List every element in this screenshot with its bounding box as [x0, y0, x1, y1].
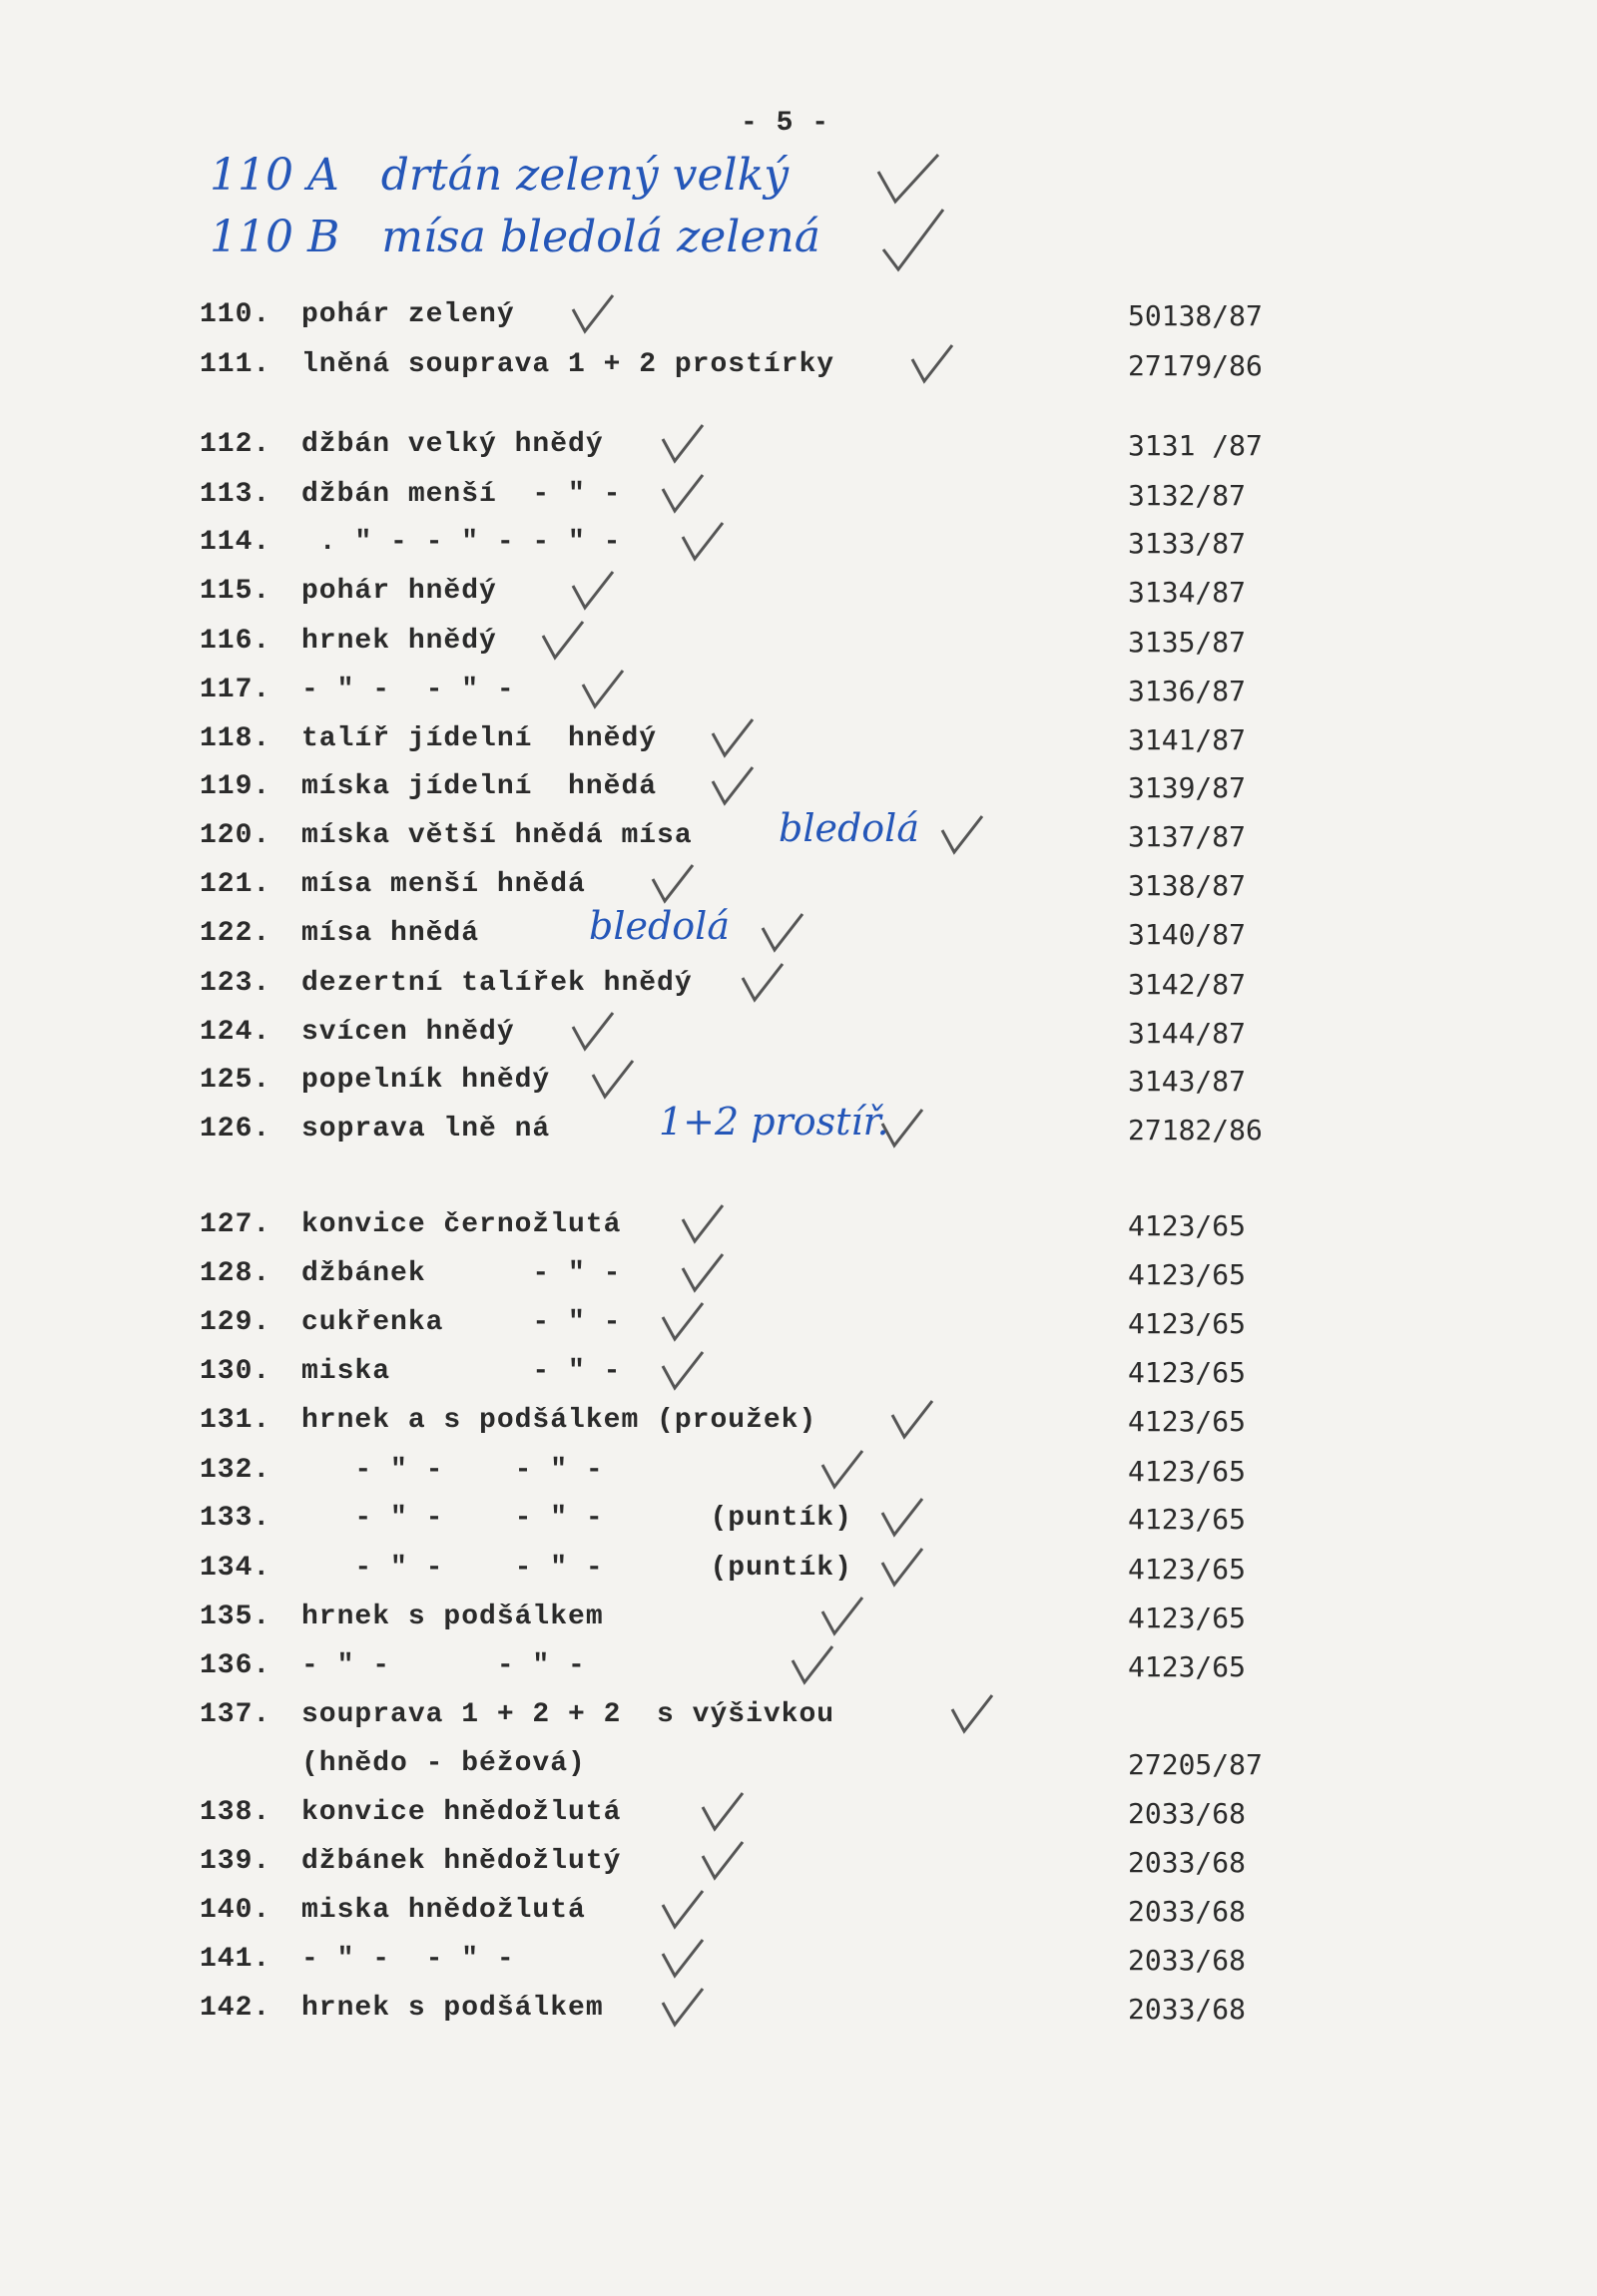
- list-item: [0, 675, 1597, 714]
- item-reference: 4123/65: [1128, 1455, 1247, 1488]
- check-icon: [569, 291, 617, 335]
- item-reference: 3140/87: [1128, 918, 1247, 951]
- item-description: míska větší hnědá mísa: [301, 820, 693, 851]
- check-icon: [539, 618, 587, 662]
- item-description: konvice hnědožlutá: [301, 1797, 622, 1828]
- check-icon: [873, 150, 943, 210]
- list-item: [0, 968, 1597, 1008]
- item-description: hrnek s podšálkem: [301, 1993, 604, 2024]
- item-description: . " - - " - - " -: [301, 527, 622, 558]
- item-number: 132.: [200, 1455, 271, 1486]
- list-item: [0, 479, 1597, 519]
- item-reference: 4123/65: [1128, 1553, 1247, 1586]
- list-item: [0, 1503, 1597, 1543]
- item-description: míska jídelní hnědá: [301, 771, 658, 802]
- item-number: 136.: [200, 1650, 271, 1681]
- list-item: [0, 1258, 1597, 1298]
- item-number: 118.: [200, 723, 271, 754]
- item-number: 130.: [200, 1356, 271, 1387]
- item-description: džbán menší - " -: [301, 479, 622, 510]
- list-item: [0, 1895, 1597, 1935]
- list-item: [0, 1846, 1597, 1886]
- item-number: 111.: [200, 349, 271, 380]
- item-description: lněná souprava 1 + 2 prostírky: [301, 349, 835, 380]
- item-reference: 50138/87: [1128, 299, 1263, 332]
- list-item: [0, 869, 1597, 909]
- list-item: [0, 1065, 1597, 1105]
- item-number: 141.: [200, 1944, 271, 1975]
- check-icon: [649, 861, 697, 905]
- list-item: [0, 1100, 1597, 1153]
- check-icon: [739, 960, 787, 1004]
- item-description: soprava lně ná: [301, 1114, 551, 1145]
- item-description: miska - " -: [301, 1356, 622, 1387]
- item-description: hrnek a s podšálkem (proužek): [301, 1405, 817, 1436]
- check-icon: [699, 1789, 747, 1833]
- list-item: [0, 1993, 1597, 2033]
- list-item: [0, 299, 1597, 339]
- item-description: džbán velký hnědý: [301, 429, 604, 460]
- item-number: 133.: [200, 1503, 271, 1534]
- item-number: 110.: [200, 299, 271, 330]
- item-reference: 3133/87: [1128, 527, 1247, 560]
- item-reference: 3138/87: [1128, 869, 1247, 902]
- item-number: 135.: [200, 1602, 271, 1632]
- item-description: hrnek s podšálkem: [301, 1602, 604, 1632]
- check-icon: [709, 715, 757, 759]
- list-item: [0, 1455, 1597, 1495]
- item-reference: 2033/68: [1128, 1993, 1247, 2026]
- item-reference: 2033/68: [1128, 1846, 1247, 1879]
- item-description: (hnědo - béžová): [301, 1748, 586, 1779]
- check-icon: [659, 1936, 707, 1980]
- item-reference: 4123/65: [1128, 1503, 1247, 1536]
- list-item: [0, 1699, 1597, 1739]
- item-number: 113.: [200, 479, 271, 510]
- item-number: 126.: [200, 1114, 271, 1145]
- item-number: 114.: [200, 527, 271, 558]
- list-item: [0, 576, 1597, 616]
- item-number: 142.: [200, 1993, 271, 2024]
- item-description: hrnek hnědý: [301, 626, 497, 657]
- item-reference: 3139/87: [1128, 771, 1247, 804]
- item-reference: 3132/87: [1128, 479, 1247, 512]
- check-icon: [679, 519, 727, 563]
- item-reference: 4123/65: [1128, 1405, 1247, 1438]
- item-number: 129.: [200, 1307, 271, 1338]
- list-item: [0, 1405, 1597, 1445]
- item-number: 138.: [200, 1797, 271, 1828]
- check-icon: [709, 763, 757, 807]
- item-reference: 3142/87: [1128, 968, 1247, 1001]
- item-description: džbánek - " -: [301, 1258, 622, 1289]
- list-item: [0, 1650, 1597, 1690]
- check-icon: [818, 1594, 866, 1637]
- list-item: [0, 1748, 1597, 1788]
- item-number: 112.: [200, 429, 271, 460]
- item-number: 139.: [200, 1846, 271, 1877]
- item-description: dezertní talířek hnědý: [301, 968, 693, 999]
- list-item: [0, 904, 1597, 958]
- item-reference: 27179/86: [1128, 349, 1263, 382]
- list-item: [0, 723, 1597, 763]
- item-description: mísa menší hnědá: [301, 869, 586, 900]
- check-icon: [878, 1106, 926, 1149]
- item-description: - " - - " - (puntík): [301, 1553, 852, 1584]
- item-description: talíř jídelní hnědý: [301, 723, 658, 754]
- check-icon: [759, 910, 806, 954]
- item-reference: 4123/65: [1128, 1356, 1247, 1389]
- item-reference: 4123/65: [1128, 1650, 1247, 1683]
- handwritten-note-110b: 110 B mísa bledolá zelená: [210, 212, 820, 262]
- item-reference: 4123/65: [1128, 1258, 1247, 1291]
- check-icon: [878, 1495, 926, 1539]
- item-description: pohár hnědý: [301, 576, 497, 607]
- item-number: 128.: [200, 1258, 271, 1289]
- item-description: popelník hnědý: [301, 1065, 551, 1096]
- item-description: miska hnědožlutá: [301, 1895, 586, 1926]
- handwritten-annotation: bledolá: [589, 904, 730, 948]
- list-item: [0, 1017, 1597, 1057]
- item-number: 117.: [200, 675, 271, 705]
- item-description: - " - - " -: [301, 1650, 586, 1681]
- handwritten-annotation: 1+2 prostíř.: [659, 1100, 889, 1144]
- list-item: [0, 626, 1597, 666]
- item-reference: 2033/68: [1128, 1895, 1247, 1928]
- item-number: 134.: [200, 1553, 271, 1584]
- item-description: - " - - " -: [301, 1455, 604, 1486]
- list-item: [0, 1307, 1597, 1347]
- check-icon: [659, 421, 707, 465]
- item-description: pohár zelený: [301, 299, 515, 330]
- item-number: 127.: [200, 1209, 271, 1240]
- handwritten-note-110a: 110 A drtán zelený velký: [210, 150, 790, 201]
- check-icon: [659, 1348, 707, 1392]
- check-icon: [878, 1545, 926, 1589]
- check-icon: [569, 568, 617, 612]
- item-reference: 3135/87: [1128, 626, 1247, 659]
- item-reference: 4123/65: [1128, 1307, 1247, 1340]
- check-icon: [679, 1250, 727, 1294]
- check-icon: [569, 1009, 617, 1053]
- page-number: - 5 -: [741, 108, 830, 139]
- list-item: [0, 1797, 1597, 1837]
- item-number: 115.: [200, 576, 271, 607]
- item-description: konvice černožlutá: [301, 1209, 622, 1240]
- item-reference: 3143/87: [1128, 1065, 1247, 1098]
- list-item: [0, 349, 1597, 389]
- check-icon: [659, 471, 707, 515]
- item-number: 124.: [200, 1017, 271, 1048]
- item-reference: 3141/87: [1128, 723, 1247, 756]
- item-reference: 27182/86: [1128, 1114, 1263, 1147]
- check-icon: [659, 1985, 707, 2029]
- list-item: [0, 429, 1597, 469]
- item-reference: 4123/65: [1128, 1602, 1247, 1634]
- item-description: džbánek hnědožlutý: [301, 1846, 622, 1877]
- item-number: 119.: [200, 771, 271, 802]
- item-number: 116.: [200, 626, 271, 657]
- list-item: [0, 1602, 1597, 1641]
- item-reference: 27205/87: [1128, 1748, 1263, 1781]
- check-icon: [888, 1397, 936, 1441]
- item-reference: 3137/87: [1128, 820, 1247, 853]
- list-item: [0, 1553, 1597, 1593]
- check-icon: [589, 1057, 637, 1101]
- handwritten-annotation: bledolá: [779, 806, 919, 850]
- item-number: 140.: [200, 1895, 271, 1926]
- item-number: 137.: [200, 1699, 271, 1730]
- item-description: - " - - " -: [301, 1944, 515, 1975]
- list-item: [0, 1944, 1597, 1984]
- item-reference: 3144/87: [1128, 1017, 1247, 1050]
- check-icon: [699, 1838, 747, 1882]
- item-reference: 4123/65: [1128, 1209, 1247, 1242]
- item-reference: 3131 /87: [1128, 429, 1263, 462]
- list-item: [0, 527, 1597, 567]
- check-icon: [679, 1201, 727, 1245]
- item-description: svícen hnědý: [301, 1017, 515, 1048]
- item-number: 125.: [200, 1065, 271, 1096]
- item-reference: 3136/87: [1128, 675, 1247, 707]
- list-item: [0, 1356, 1597, 1396]
- item-number: 122.: [200, 918, 271, 949]
- item-number: 121.: [200, 869, 271, 900]
- check-icon: [938, 812, 986, 856]
- item-description: mísa hnědá: [301, 918, 480, 949]
- list-item: [0, 1209, 1597, 1249]
- item-description: souprava 1 + 2 + 2 s výšivkou: [301, 1699, 835, 1730]
- item-description: cukřenka - " -: [301, 1307, 622, 1338]
- item-number: 123.: [200, 968, 271, 999]
- check-icon: [878, 205, 948, 274]
- check-icon: [659, 1299, 707, 1343]
- item-number: 131.: [200, 1405, 271, 1436]
- item-description: - " - - " - (puntík): [301, 1503, 852, 1534]
- item-description: - " - - " -: [301, 675, 515, 705]
- check-icon: [948, 1691, 996, 1735]
- check-icon: [908, 341, 956, 385]
- item-number: 120.: [200, 820, 271, 851]
- check-icon: [818, 1447, 866, 1491]
- check-icon: [659, 1887, 707, 1931]
- list-item: [0, 806, 1597, 860]
- check-icon: [579, 667, 627, 710]
- item-reference: 3134/87: [1128, 576, 1247, 609]
- item-reference: 2033/68: [1128, 1944, 1247, 1977]
- item-reference: 2033/68: [1128, 1797, 1247, 1830]
- list-item: [0, 771, 1597, 811]
- check-icon: [789, 1642, 836, 1686]
